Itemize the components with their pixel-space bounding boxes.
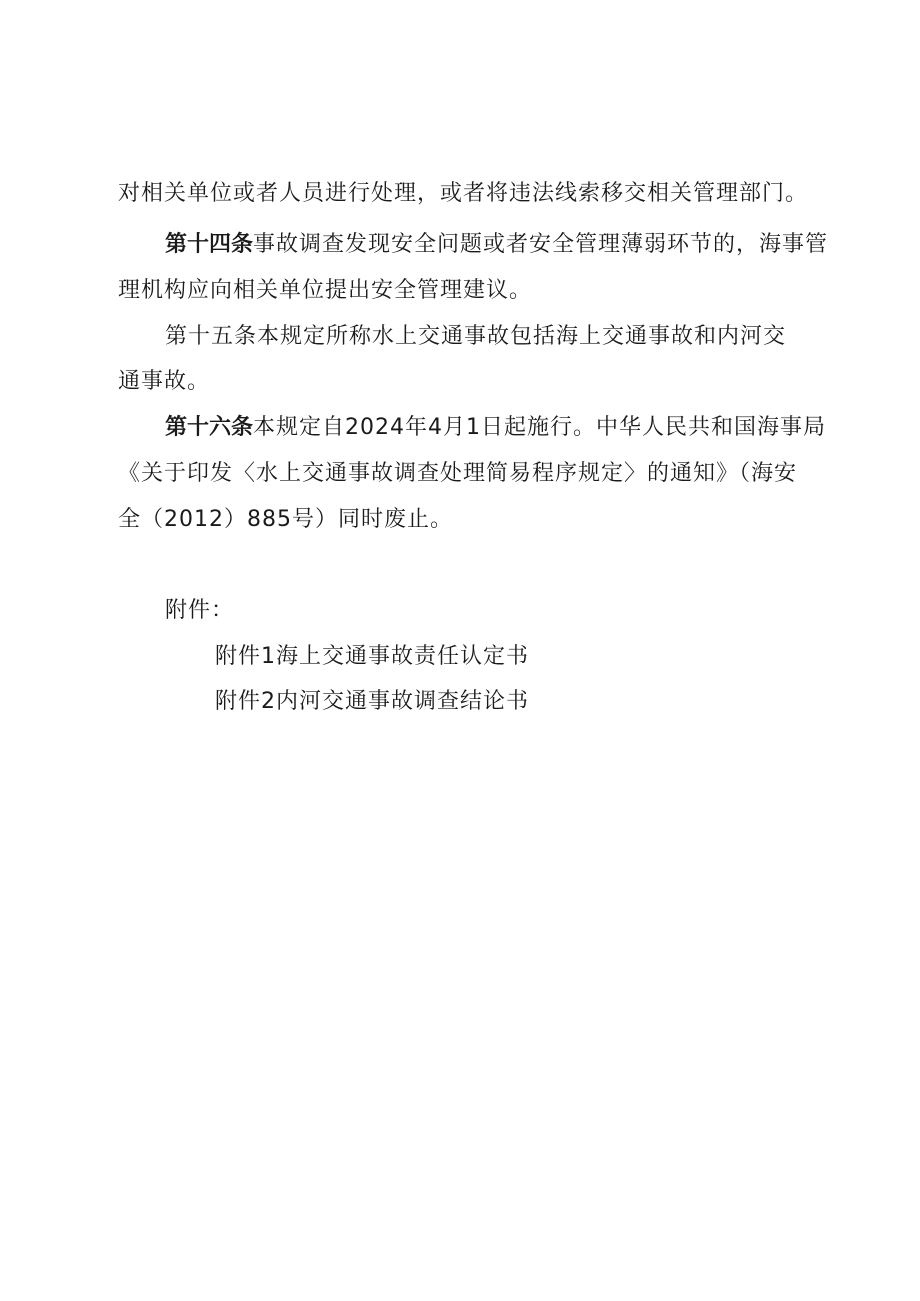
article-16-label: 第十六条 [165, 415, 254, 440]
article-14-line-1 [165, 230, 865, 260]
paragraph-13-tail: 对相关单位或者人员进行处理，或者将违法线索移交相关管理部门。 [118, 181, 809, 206]
attachment-item-1: 附件1海上交通事故责任认定书 [215, 644, 529, 669]
article-16-line-3: 全（2012）885号）同时废止。 [118, 507, 453, 532]
article-14-label: 第十四条 [165, 232, 254, 257]
article-15-line-1: 第十五条本规定所称水上交通事故包括海上交通事故和内河交 [165, 324, 787, 349]
article-14-line-2: 理机构应向相关单位提出安全管理建议。 [118, 278, 533, 303]
article-16-line-2: 《关于印发〈水上交通事故调查处理简易程序规定〉的通知》（海安 [118, 461, 798, 486]
article-15-line-2: 通事故。 [118, 369, 211, 394]
attachment-item-2: 附件2内河交通事故调查结论书 [215, 689, 529, 714]
attachments-heading: 附件： [165, 598, 235, 623]
article-14-text-1: 事故调查发现安全问题或者安全管理薄弱环节的，海事管 [253, 232, 829, 257]
article-16-line-1 [165, 413, 865, 443]
article-16-text-1: 本规定自2024年4月1日起施行。中华人民共和国海事局 [253, 415, 826, 440]
